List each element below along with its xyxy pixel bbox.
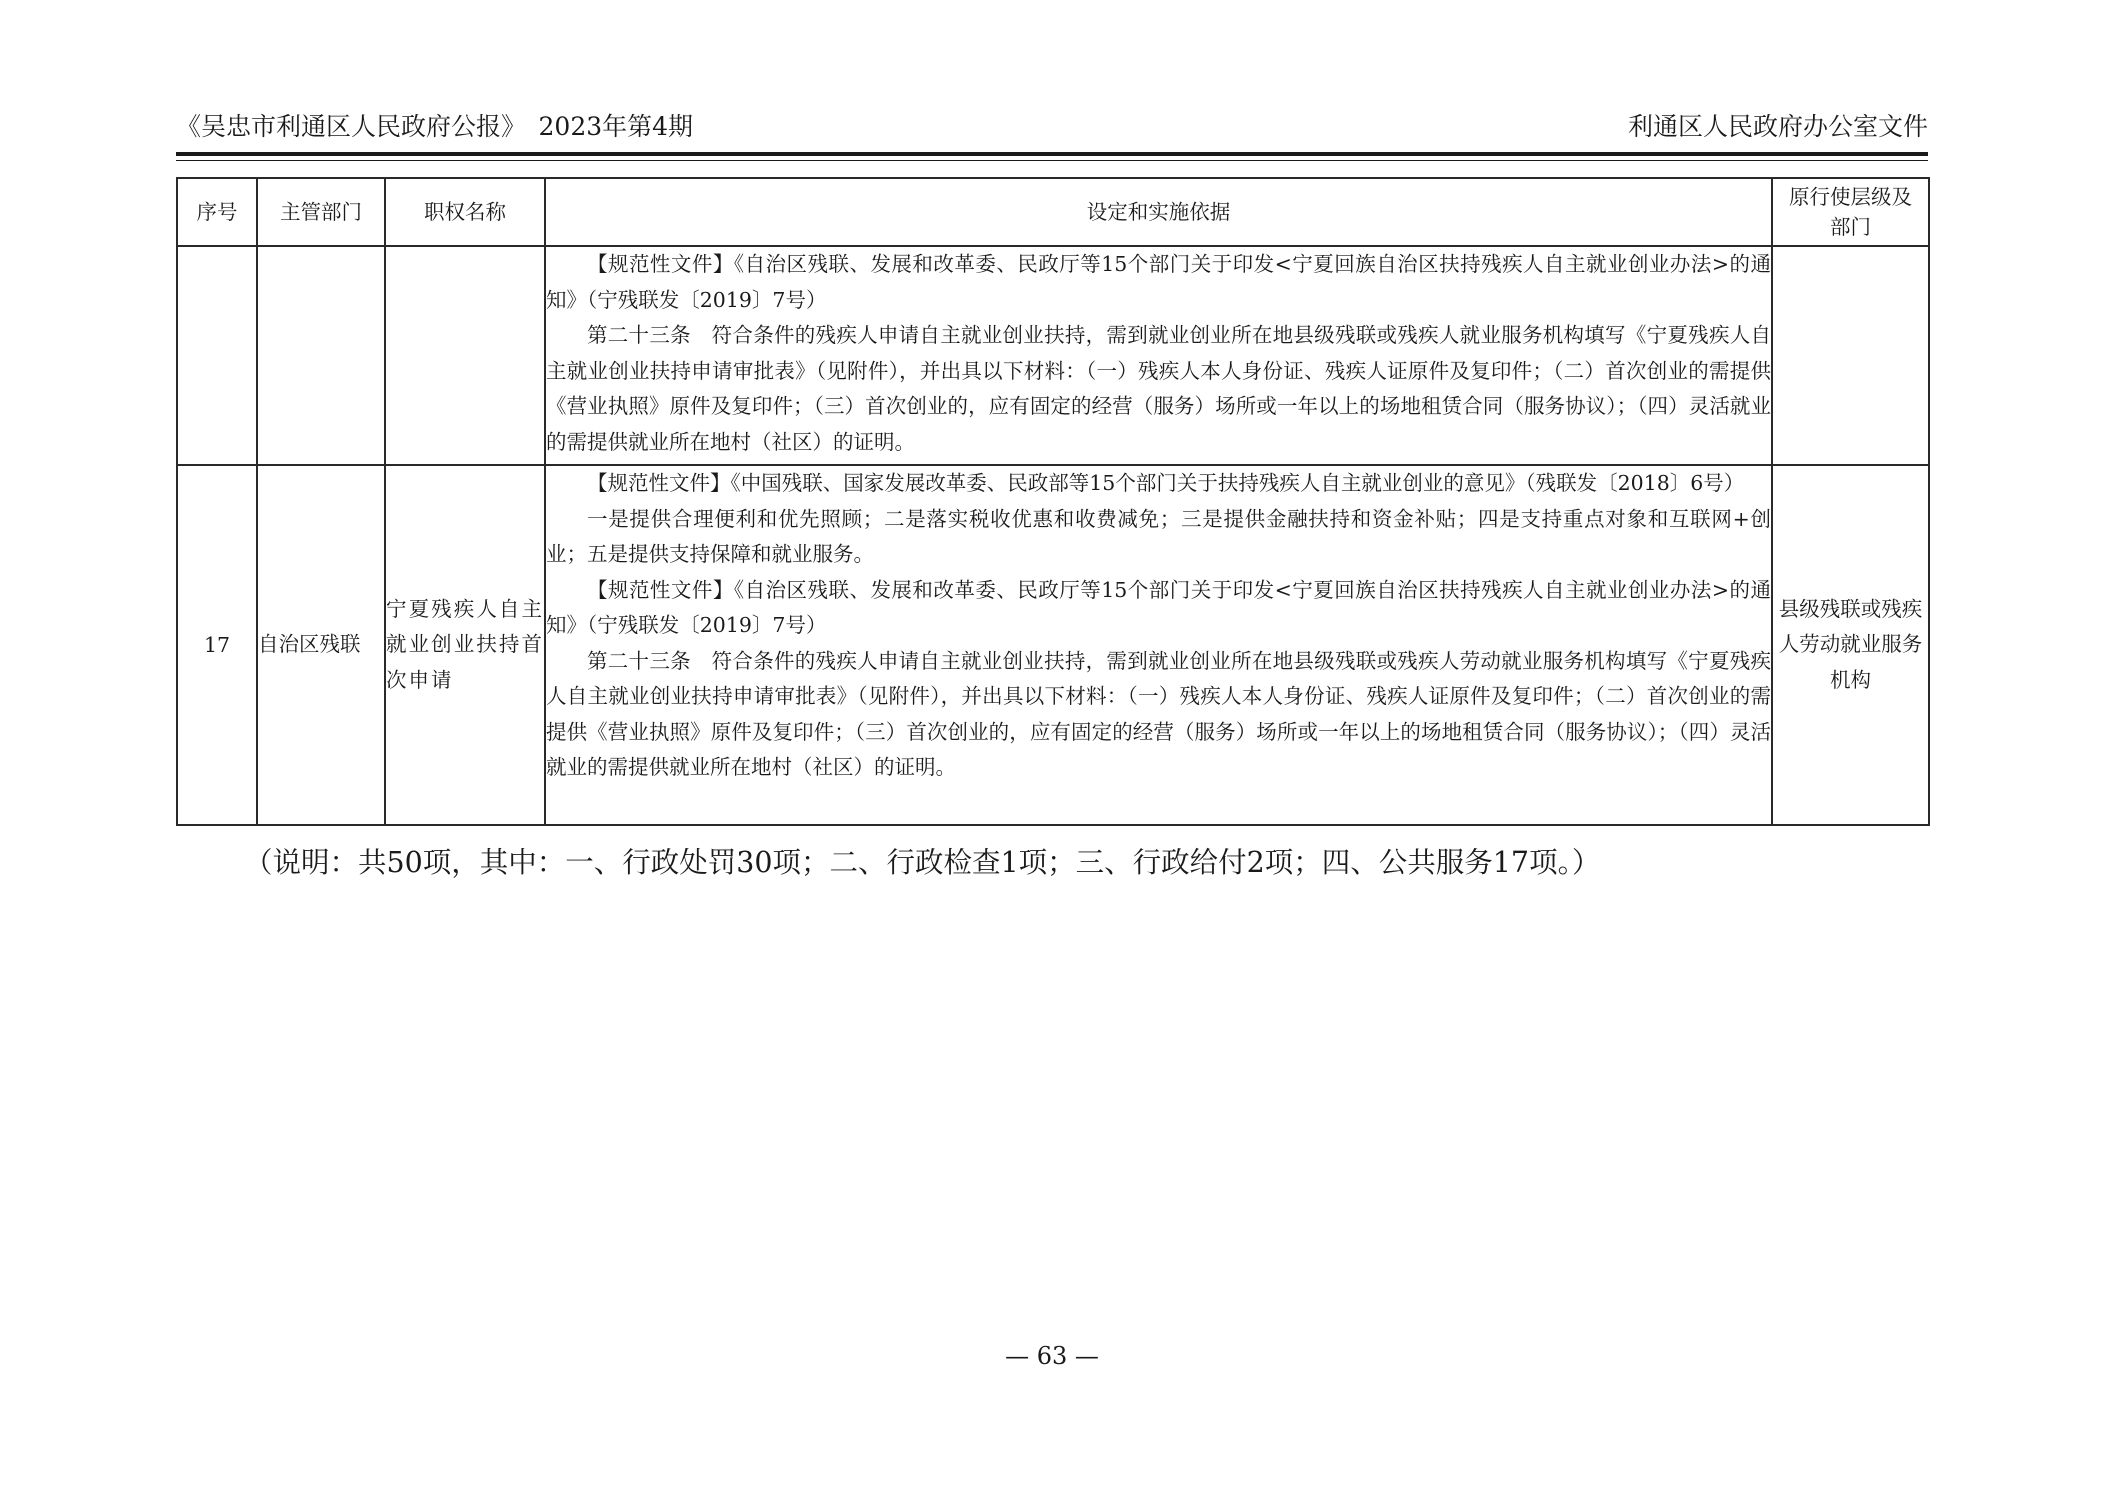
basis-paragraph: 【规范性文件】《自治区残联、发展和改革委、民政厅等15个部门关于印发<宁夏回族自治区扶持残疾人自主就业创业办法>的通知》（宁残联发〔2019〕7号） [546, 252, 1771, 312]
row-number-cell: 17 [177, 465, 257, 825]
header-publication-title: 《吴忠市利通区人民政府公报》 2023年第4期 [176, 112, 694, 141]
basis-paragraph: 第二十三条 符合条件的残疾人申请自主就业创业扶持，需到就业创业所在地县级残联或残疾人劳动就业服务机构填写《宁夏残疾人自主就业创业扶持申请审批表》（见附件），并出具以下材料：（一）残疾人本人身份证、残疾人证原件及复印件；（二）首次创业的需提供《营业执照》原件及复印件；（三）首次创业的，应有固定的经营（服务）场所或一年以上的场地租赁合同（服务协议）；（四）灵活就业的需提供就业所在地村（社区）的证明。 [546, 648, 1771, 779]
authority-name-cell: 宁夏残疾人自主就业创业扶持首次申请 [385, 465, 545, 825]
level-cell [1772, 246, 1929, 465]
header-rule-thin [176, 160, 1928, 161]
column-header-authority-name: 职权名称 [385, 178, 545, 246]
header-issuer: 利通区人民政府办公室文件 [1627, 112, 1928, 141]
basis-paragraph: 【规范性文件】《自治区残联、发展和改革委、民政厅等15个部门关于印发<宁夏回族自治区扶持残疾人自主就业创业办法>的通知》（宁残联发〔2019〕7号） [546, 577, 1771, 637]
column-header-number: 序号 [177, 178, 257, 246]
level-cell: 县级残联或残疾人劳动就业服务机构 [1772, 465, 1929, 825]
table-header-row [177, 178, 1929, 246]
row-number-cell [177, 246, 257, 465]
table-row [177, 465, 1929, 825]
basis-paragraph: 第二十三条 符合条件的残疾人申请自主就业创业扶持，需到就业创业所在地县级残联或残疾人就业服务机构填写《宁夏残疾人自主就业创业扶持申请审批表》（见附件），并出具以下材料：（一）残疾人本人身份证、残疾人证原件及复印件；（二）首次创业的需提供《营业执照》原件及复印件；（三）首次创业的，应有固定的经营（服务）场所或一年以上的场地租赁合同（服务协议）；（四）灵活就业的需提供就业所在地村（社区）的证明。 [546, 323, 1771, 454]
basis-cell [545, 246, 1772, 465]
department-cell: 自治区残联 [257, 465, 385, 825]
column-header-basis: 设定和实施依据 [545, 178, 1772, 246]
column-header-level: 原行使层级及部门 [1772, 178, 1929, 246]
page-header [176, 110, 1928, 144]
authority-name-cell [385, 246, 545, 465]
column-header-department: 主管部门 [257, 178, 385, 246]
basis-cell [545, 465, 1772, 825]
department-cell [257, 246, 385, 465]
basis-paragraph: 一是提供合理便利和优先照顾；二是落实税收优惠和收费减免；三是提供金融扶持和资金补贴；四是支持重点对象和互联网+创业；五是提供支持保障和就业服务。 [546, 506, 1771, 566]
summary-note: （说明：共50项，其中：一、行政处罚30项；二、行政检查1项；三、行政给付2项；四、公共服务17项。） [244, 846, 1601, 879]
page-number: — 63 — [1005, 1342, 1099, 1370]
table-row [177, 246, 1929, 465]
basis-paragraph: 【规范性文件】《中国残联、国家发展改革委、民政部等15个部门关于扶持残疾人自主就业创业的意见》（残联发〔2018〕6号） [587, 471, 1745, 495]
header-rule-thick [176, 152, 1928, 156]
authority-table [176, 177, 1930, 826]
